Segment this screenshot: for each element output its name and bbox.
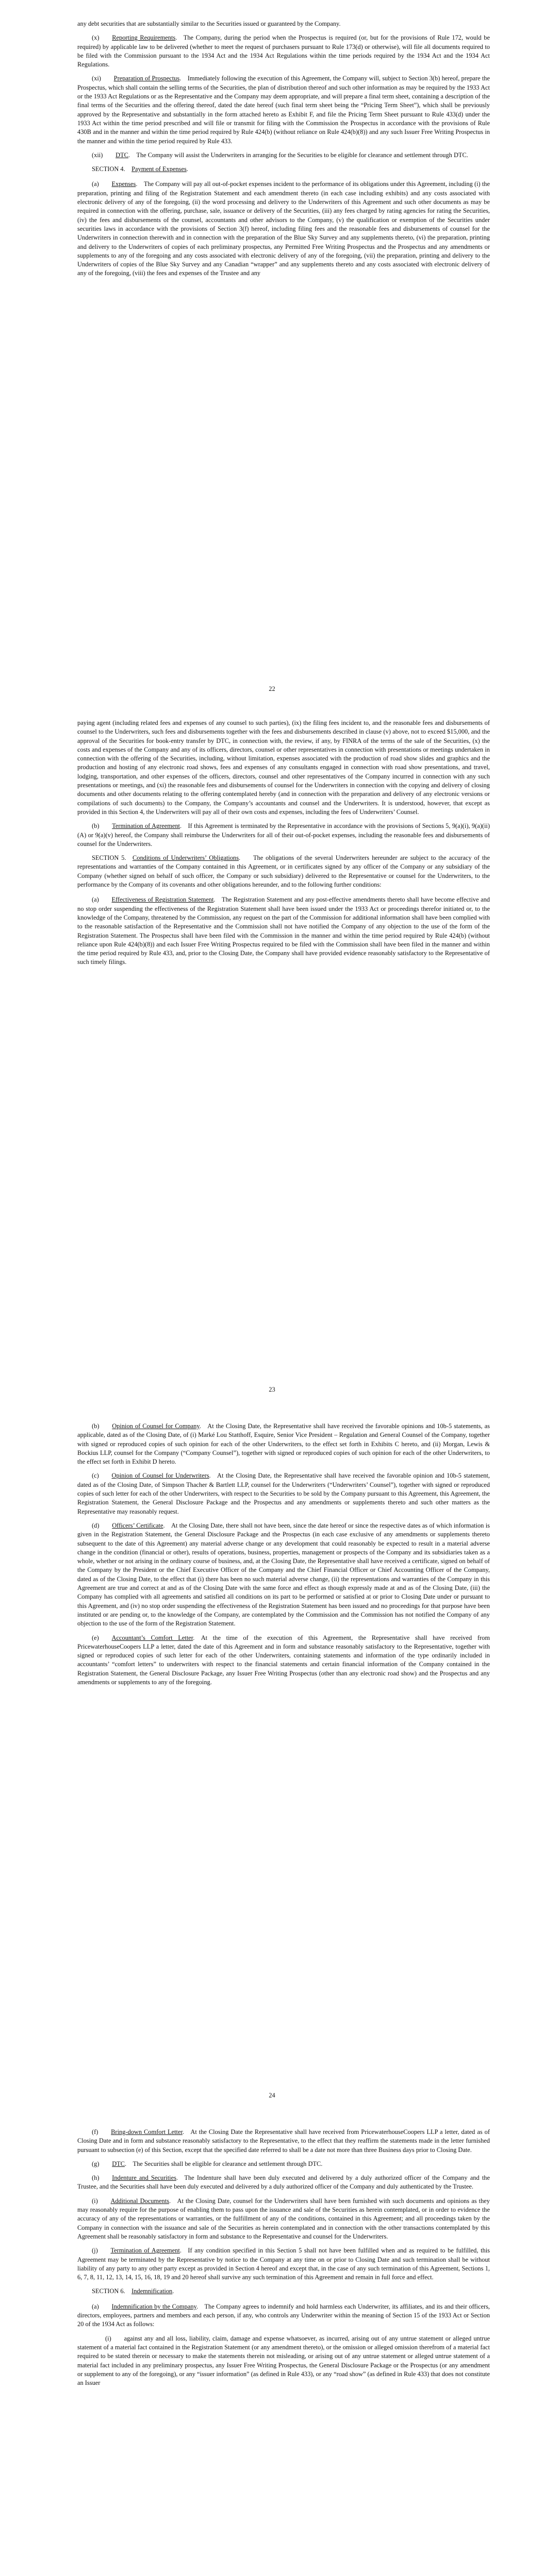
clause-paragraph: (c) Opinion of Counsel for Underwriters. At the Closing Date, the Representative shall have received the favorable opinion and 10b-5 statement, dated as of the Closing Date, of Simpson Thacher & Bartlett LLP, counsel for the Underwriters (“Underwriters’ Counsel”), together with signed or reproduced copies of such letter for each of the other Underwriters, with respect to the Securities to be sold by the Company pursuant to this Agreement, this Agreement, the Registration Statement, the General Disclosure Package and the Prospectus and any amendments or supplements thereto and such other matters as the Representative may reasonably request.: [77, 1472, 490, 1515]
section-text: The obligations of the several Underwriters hereunder are subject to the accuracy of the representations and warranties of the Company contained in this Agreement, or in certificates signed by any officer of the Company or any subsidiary of the Company (whether signed on behalf of such officer, the Company or such subsidiary) delivered to the Representative or counsel for the Underwriters, to the performance by the Company of its covenants and other obligations hereunder, and to the following further conditions:: [77, 854, 490, 889]
clause-number: (b): [92, 1422, 100, 1430]
page-number: 24: [269, 2092, 275, 2099]
clause-number: (i): [92, 2197, 98, 2205]
clause-title: DTC: [112, 2160, 125, 2167]
section-title: Indemnification: [131, 2287, 173, 2295]
clause-title: Bring-down Comfort Letter: [111, 2128, 183, 2136]
clause-text: At the Closing Date, the Representative shall have received the favorable opinion and 10b-5 statement, dated as of the Closing Date, of Simpson Thacher & Bartlett LLP, counsel for the Underwriters (“Underwriters’ Counsel”), together with signed or reproduced copies of such letter for each of the other Underwriters, with respect to the Securities to be sold by the Company pursuant to this Agreement, this Agreement, the Registration Statement, the General Disclosure Package and the Prospectus and any amendments or supplements thereto and such other matters as the Representative may reasonably request.: [77, 1472, 490, 1515]
clause-number: (a): [92, 180, 99, 188]
subclause-number: (i): [105, 2334, 111, 2342]
subclause-paragraph: [77, 2334, 490, 2388]
clause-paragraph: (xii) DTC. The Company will assist the Underwriters in arranging for the Securities to be eligible for clearance and settlement through DTC.: [92, 151, 468, 159]
clause-title: Opinion of Counsel for Underwriters: [111, 1472, 209, 1480]
clause-title: Termination of Agreement: [112, 822, 180, 830]
subclause-text: against any and all loss, liability, claim, damage and expense whatsoever, as incurred, arising out of any untrue statement or alleged untrue statement of a material fact contained in the Registration Statement (or any amendment thereto), or the omission or alleged omission therefrom of a material fact required to be stated therein or necessary to make the statements therein not misleading, or arising out of any untrue statement or alleged untrue statement of a material fact included in any preliminary prospectus, any Issuer Free Writing Prospectus, the General Disclosure Package or the Prospectus (or any amendment or supplement to any of the foregoing), or any “issuer information” (as defined in Rule 433), or any “road show” (as defined in Rule 433) that does not constitute an Issuer: [77, 2334, 490, 2387]
clause-paragraph: (b) Opinion of Counsel for Company. At the Closing Date, the Representative shall have received the favorable opinions and 10b-5 statements, as applicable, dated as of the Closing Date, of (i) Marké Lou Statthoff, Esquire, Senior Vice President – Regulation and General Counsel of the Company, together with signed or reproduced copies of such opinion for each of the other Underwriters, to the effect set forth in Exhibits C hereto, and (ii) Morgan, Lewis & Bockius LLP, counsel for the Company (“Company Counsel”), together with signed or reproduced copies of such opinion for each of the other Underwriters, to the effect set forth in Exhibit D hereto.: [77, 1422, 490, 1466]
clause-number: (h): [92, 2174, 100, 2182]
clause-number: (d): [92, 1521, 100, 1529]
clause-number: (a): [92, 896, 99, 904]
clause-number: (xii): [92, 151, 103, 159]
clause-paragraph: (d) Officers’ Certificate. At the Closing Date, there shall not have been, since the date hereof or since the respective dates as of which information is given in the Registration Statement, the General Disclosure Package and the Prospectus (in each case exclusive of any amendments or supplements thereto subsequent to the date of this Agreement) any material adverse change or any development that could reasonably be expected to result in a material adverse change in the condition (financial or other), results of operations, business, properties, management or prospects of the Company and its subsidiaries taken as a whole, whether or not arising in the ordinary course of business, and, at the Closing Date, the Representative shall have received a certificate, signed on behalf of the Company by the President or the Chief Executive Officer of the Company and the Chief Financial Officer or Chief Accounting Officer of the Company, dated as of the Closing Date, to the effect that (i) there has been no such material adverse change, (ii) the representations and warranties of the Company in this Agreement are true and correct at and as of the Closing Date with the same force and effect as though expressly made at and as of the Closing Date, (iii) the Company has complied with all agreements and satisfied all conditions on its part to be performed or satisfied at or prior to Closing Date under or pursuant to this Agreement, and (iv) no stop order suspending the effectiveness of the Registration Statement has been issued and no proceedings for that purpose have been instituted or are pending or, to the knowledge of the Company, are contemplated by the Commission and the Commission has not notified the Company of any objection to the use of the form of the Registration Statement.: [77, 1521, 490, 1628]
section-heading: SECTION 4. Payment of Expenses.: [92, 165, 188, 173]
clause-text: The Company, during the period when the Prospectus is required (or, but for the provisions of Rule 172, would be required) by applicable law to be delivered (whether to meet the request of purchasers pursuant to Rule 173(d) or otherwise), will file all documents required to be filed with the Commission pursuant to the 1934 Act and the 1934 Act Regulations within the time periods required by the 1934 Act and the 1934 Act Regulations.: [77, 34, 490, 69]
clause-paragraph: (f) Bring-down Comfort Letter. At the Closing Date the Representative shall have received from PricewaterhouseCoopers LLP a letter, dated as of Closing Date and in form and substance reasonably satisfactory to the Representative, to the effect that they reaffirm the statements made in the letter furnished pursuant to subsection (e) of this Section, except that the specified date referred to shall be a date not more than three Business days prior to Closing Date.: [77, 2128, 490, 2154]
clause-paragraph: (b) Termination of Agreement. If this Agreement is terminated by the Representative in accordance with the provisions of Sections 5, 9(a)(i), 9(a)(ii)(A) or 9(a)(v) hereof, the Company shall reimburse the Underwriters for all of their out-of-pocket expenses, including the reasonable fees and disbursements of counsel for the Underwriters.: [77, 822, 490, 848]
clause-text: The Securities shall be eligible for clearance and settlement through DTC.: [133, 2160, 323, 2167]
clause-text: At the Closing Date, the Representative shall have received the favorable opinions and 10b-5 statements, as applicable, dated as of the Closing Date, of (i) Marké Lou Statthoff, Esquire, Senior Vice President – Regulation and General Counsel of the Company, together with signed or reproduced copies of such opinion for each of the other Underwriters, to the effect set forth in Exhibits C hereto, and (ii) Morgan, Lewis & Bockius LLP, counsel for the Company (“Company Counsel”), together with signed or reproduced copies of such opinion for each of the other Underwriters, to the effect set forth in Exhibit D hereto.: [77, 1422, 490, 1466]
clause-text: Immediately following the execution of this Agreement, the Company will, subject to Section 3(b) hereof, prepare the Prospectus, which shall contain the selling terms of the Securities, the plan of distribution thereof and such other information as may be required by the 1933 Act or the 1933 Act Regulations or as the Representative and the Company may deem appropriate, and will prepare a final term sheet, containing a description of the final terms of the Securities and the offering thereof, dated the date hereof (such final term sheet being the “Pricing Term Sheet”), which shall be previously approved by the Representative and substantially in the form attached hereto as Exhibit F, and file the Pricing Term Sheet pursuant to Rule 433(d) under the 1933 Act within the time period prescribed and will file or transmit for filing with the Commission the Prospectus in accordance with the provisions of Rule 430B and in the manner and within the time period required by Rule 424(b) (without reliance on Rule 424(b)(8)) and any such Issuer Free Writing Prospectus in the manner and within the time period required by Rule 433.: [77, 75, 490, 145]
section-label: SECTION 6.: [92, 2287, 125, 2295]
clause-title: Preparation of Prospectus: [113, 75, 180, 82]
page-25-body: [77, 2128, 490, 2393]
clause-paragraph: (a) Indemnification by the Company. The Company agrees to indemnify and hold harmless each Underwriter, its affiliates, and its and their officers, directors, employees, partners and members and each person, if any, who controls any Underwriter within the meaning of Section 15 of the 1933 Act or Section 20 of the 1934 Act as follows:: [77, 2302, 490, 2328]
clause-title: Accountant’s Comfort Letter: [111, 1634, 193, 1641]
clause-paragraph: (a) Effectiveness of Registration Statement. The Registration Statement and any post-effective amendments thereto shall have become effective and no stop order suspending the effectiveness of the Registration Statement shall have been issued under the 1933 Act or proceedings therefor initiated or, to the knowledge of the Company, threatened by the Commission, any request on the part of the Commission for additional information shall have been complied with to the reasonable satisfaction of the Representative and the Commission shall not have notified the Company of any objection to the use of the form of the Registration Statement. The Prospectus shall have been filed with the Commission in the manner and within the time period required by Rule 424(b) (without reliance upon Rule 424(b)(8)) and each Issuer Free Writing Prospectus required to be filed with the Commission shall have been filed in the manner and within the time period required by Rule 433, and, prior to the Closing Date, the Company shall have provided evidence reasonably satisfactory to the Representative of such timely filings.: [77, 896, 490, 966]
clause-text: The Indenture shall have been duly executed and delivered by a duly authorized officer of the Company and the Trustee, and the Securities shall have been duly executed and delivered by a duly authorized officer of the Company and duly authenticated by the Trustee.: [77, 2174, 490, 2191]
clause-title: Indemnification by the Company: [111, 2302, 196, 2310]
page-24-body: [77, 1422, 490, 1692]
section-title: Conditions of Underwriters’ Obligations: [132, 854, 239, 862]
clause-number: (g): [92, 2160, 100, 2167]
clause-number: (f): [92, 2128, 98, 2136]
clause-number: (a): [92, 2302, 99, 2310]
clause-text: The Company will assist the Underwriters in arranging for the Securities to be eligible for clearance and settlement through DTC.: [136, 151, 468, 159]
clause-paragraph: (xi) Preparation of Prospectus. Immediately following the execution of this Agreement, the Company will, subject to Section 3(b) hereof, prepare the Prospectus, which shall contain the selling terms of the Securities, the plan of distribution thereof and such other information as may be required by the 1933 Act or the 1933 Act Regulations or as the Representative and the Company may deem appropriate, and will prepare a final term sheet, containing a description of the final terms of the Securities and the offering thereof, dated the date hereof (such final term sheet being the “Pricing Term Sheet”), which shall be previously approved by the Representative and substantially in the form attached hereto as Exhibit F, and file the Pricing Term Sheet pursuant to Rule 433(d) under the 1933 Act within the time period prescribed and will file or transmit for filing with the Commission the Prospectus in accordance with the provisions of Rule 430B and in the manner and within the time period required by Rule 424(b) (without reliance on Rule 424(b)(8)) and any such Issuer Free Writing Prospectus in the manner and within the time period required by Rule 433.: [77, 75, 490, 145]
clause-paragraph: (h) Indenture and Securities. The Indenture shall have been duly executed and delivered by a duly authorized officer of the Company and the Trustee, and the Securities shall have been duly executed and delivered by a duly authorized officer of the Company and duly authenticated by the Trustee.: [77, 2174, 490, 2191]
clause-text: At the time of the execution of this Agreement, the Representative shall have received from PricewaterhouseCoopers LLP a letter, dated the date of this Agreement and in form and substance reasonably satisfactory to the Representative, together with signed or reproduced copies of such letter for each of the other Underwriters, containing statements and information of the type ordinarily included in accountants’ “comfort letters” to underwriters with respect to the financial statements and certain financial information of the Company contained in the Registration Statement, the General Disclosure Package, any Issuer Free Writing Prospectus (other than any electronic road show) and the Prospectus and any amendments or supplements to any of the foregoing.: [77, 1634, 490, 1686]
section-label: SECTION 4.: [92, 165, 125, 173]
clause-paragraph: (e) Accountant’s Comfort Letter. At the time of the execution of this Agreement, the Representative shall have received from PricewaterhouseCoopers LLP a letter, dated the date of this Agreement and in form and substance reasonably satisfactory to the Representative, together with signed or reproduced copies of such letter for each of the other Underwriters, containing statements and information of the type ordinarily included in accountants’ “comfort letters” to underwriters with respect to the financial statements and certain financial information of the Company contained in the Registration Statement, the General Disclosure Package, any Issuer Free Writing Prospectus (other than any electronic road show) and the Prospectus and any amendments or supplements to any of the foregoing.: [77, 1634, 490, 1686]
clause-paragraph: (x) Reporting Requirements. The Company, during the period when the Prospectus is required (or, but for the provisions of Rule 172, would be required) by applicable law to be delivered (whether to meet the request of purchasers pursuant to Rule 173(d) or otherwise), will file all documents required to be filed with the Commission pursuant to the 1934 Act and the 1934 Act Regulations within the time periods required by the 1934 Act and the 1934 Act Regulations.: [77, 34, 490, 69]
page-number: 23: [269, 1386, 275, 1393]
clause-number: (c): [92, 1472, 99, 1480]
page-number: 22: [269, 685, 275, 692]
clause-title: Indenture and Securities: [112, 2174, 176, 2182]
page-22-body: [77, 20, 490, 283]
clause-paragraph: (j) Termination of Agreement. If any condition specified in this Section 5 shall not have been fulfilled when and as required to be fulfilled, this Agreement may be terminated by the Representative by notice to the Company at any time on or prior to Closing Date and such termination shall be without liability of any party to any other party except as provided in Section 4 hereof and except that, in the case of any such termination of this Agreement, Sections 1, 6, 7, 8, 11, 12, 13, 14, 15, 16, 18, 19 and 20 hereof shall survive any such termination of this Agreement and remain in full force and effect.: [77, 2247, 490, 2281]
clause-text: The Company agrees to indemnify and hold harmless each Underwriter, its affiliates, and its and their officers, directors, employees, partners and members and each person, if any, who controls any Underwriter within the meaning of Section 15 of the 1933 Act or Section 20 of the 1934 Act as follows:: [77, 2302, 490, 2328]
section-heading: SECTION 5. Conditions of Underwriters’ Obligations. The obligations of the several Underwriters hereunder are subject to the accuracy of the representations and warranties of the Company contained in this Agreement, or in certificates signed by any officer of the Company or any subsidiary of the Company (whether signed on behalf of such officer, the Company or such subsidiary) delivered to the Representative or counsel for the Underwriters, to the performance by the Company of its covenants and other obligations hereunder, and to the following further conditions:: [77, 854, 490, 889]
page-23-body: [77, 719, 490, 972]
clause-text: The Company will pay all out-of-pocket expenses incident to the performance of its obligations under this Agreement, including (i) the preparation, printing and filing of the Registration Statement and each amendment thereto (in each case including exhibits) and any costs associated with electronic delivery of any of the foregoing, (ii) the word processing and delivery to the Underwriters of this Agreement and such other documents as may be required in connection with the offering, purchase, sale, issuance or delivery of the Securities, (iii) any fees charged by rating agencies for rating the Securities, (iv) the fees and disbursements of the counsel, accountants and other advisors to the Company, (v) the qualification or exemption of the Securities under securities laws in accordance with the provisions of Section 3(f) hereof, including filing fees and the reasonable fees and disbursements of counsel for the Underwriters in connection therewith and in connection with the preparation of the Blue Sky Survey and any supplements thereto, (vi) the preparation, printing and delivery to the Underwriters of copies of each preliminary prospectus, any Permitted Free Writing Prospectus and the Prospectus and any amendments or supplements to any of the foregoing and any costs associated with electronic delivery of any of the foregoing, (vii) the preparation, printing and delivery to the Underwriters of copies of the Blue Sky Survey and any Canadian “wrapper” and any supplements thereto and any costs associated with electronic delivery of any of the foregoing, (viii) the fees and expenses of the Trustee and any: [77, 180, 490, 277]
clause-text: At the Closing Date the Representative shall have received from PricewaterhouseCoopers LLP a letter, dated as of Closing Date and in form and substance reasonably satisfactory to the Representative, to the effect that they reaffirm the statements made in the letter furnished pursuant to subsection (e) of this Section, except that the specified date referred to shall be a date not more than three Business days prior to Closing Date.: [77, 2128, 490, 2154]
clause-text: If this Agreement is terminated by the Representative in accordance with the provisions of Sections 5, 9(a)(i), 9(a)(ii)(A) or 9(a)(v) hereof, the Company shall reimburse the Underwriters for all of their out-of-pocket expenses, including the reasonable fees and disbursements of counsel for the Underwriters.: [77, 822, 490, 848]
clause-number: (x): [92, 34, 100, 42]
paragraph: paying agent (including related fees and expenses of any counsel to such parties), (ix) the filing fees incident to, and the reasonable fees and disbursements of counsel to the Underwriters, such fees and disbursements together with the fees and disbursements described in clause (v) above, not to exceed $15,000, and the approval of the Securities for book-entry transfer by DTC, in connection with, the review, if any, by FINRA of the terms of the sale of the Securities, (x) the costs and expenses of the Company and any of its officers, directors, counsel or other representatives in connection with presentations or meetings undertaken in connection with the offering of the Securities, including, without limitation, expenses associated with the production of road show slides and graphics and the production and hosting of any electronic road shows, fees and expenses of any consultants engaged in connection with road show presentations, and travel, lodging, transportation, and other expenses of the officers, directors, counsel and other representatives of the Company incurred in connection with any such presentations or meetings, and (xi) the reasonable fees and disbursements of counsel for the Underwriters in connection with the copying and delivery of closing documents and other documents relating to the offering contemplated hereby (and in connection with the preparation and delivery of any electronic versions or compilations of such documents) to the Company, the Company’s accountants and counsel and the Underwriters. It is understood, however, that except as provided in this Section 4, the Underwriters will pay all of their own costs and expenses, including the fees of Underwriters’ Counsel.: [77, 719, 490, 816]
clause-title: Additional Documents: [110, 2197, 170, 2205]
clause-title: Termination of Agreement: [110, 2247, 180, 2255]
clause-number: (e): [92, 1634, 99, 1641]
clause-title: Reporting Requirements: [112, 34, 176, 42]
section-heading: SECTION 6. Indemnification.: [92, 2287, 174, 2295]
clause-title: DTC: [116, 151, 128, 159]
clause-title: Officers’ Certificate: [112, 1521, 163, 1529]
paragraph: any debt securities that are substantially similar to the Securities issued or guaranteed by the Company.: [77, 20, 341, 27]
clause-paragraph: (g) DTC. The Securities shall be eligible for clearance and settlement through DTC.: [92, 2160, 323, 2167]
clause-text: At the Closing Date, counsel for the Underwriters shall have been furnished with such documents and opinions as they may reasonably require for the purpose of enabling them to pass upon the issuance and sale of the Securities as herein contemplated, or in order to evidence the accuracy of any of the representations or warranties, or the fulfillment of any of the conditions, contained in this Agreement; and all proceedings taken by the Company in connection with the issuance and sale of the Securities as herein contemplated and in connection with the other transactions contemplated by this Agreement shall be reasonably satisfactory in form and substance to the Representative and counsel for the Underwriters.: [77, 2197, 490, 2240]
clause-text: If any condition specified in this Section 5 shall not have been fulfilled when and as required to be fulfilled, this Agreement may be terminated by the Representative by notice to the Company at any time on or prior to Closing Date and such termination shall be without liability of any party to any other party except as provided in Section 4 hereof and except that, in the case of any such termination of this Agreement, Sections 1, 6, 7, 8, 11, 12, 13, 14, 15, 16, 18, 19 and 20 hereof shall survive any such termination of this Agreement and remain in full force and effect.: [77, 2247, 490, 2281]
clause-title: Opinion of Counsel for Company: [112, 1422, 200, 1430]
section-label: SECTION 5.: [92, 854, 126, 862]
clause-number: (xi): [92, 75, 101, 82]
clause-number: (b): [92, 822, 100, 830]
clause-text: The Registration Statement and any post-effective amendments thereto shall have become effective and no stop order suspending the effectiveness of the Registration Statement shall have been issued under the 1933 Act or proceedings therefor initiated or, to the knowledge of the Company, threatened by the Commission, any request on the part of the Commission for additional information shall have been complied with to the reasonable satisfaction of the Representative and the Commission shall not have notified the Company of any objection to the use of the form of the Registration Statement. The Prospectus shall have been filed with the Commission in the manner and within the time period required by Rule 424(b) (without reliance upon Rule 424(b)(8)) and each Issuer Free Writing Prospectus required to be filed with the Commission shall have been filed in the manner and within the time period required by Rule 433, and, prior to the Closing Date, the Company shall have provided evidence reasonably satisfactory to the Representative of such timely filings.: [77, 896, 490, 966]
clause-paragraph: (a) Expenses. The Company will pay all out-of-pocket expenses incident to the performance of its obligations under this Agreement, including (i) the preparation, printing and filing of the Registration Statement and each amendment thereto (in each case including exhibits) and any costs associated with electronic delivery of any of the foregoing, (ii) the word processing and delivery to the Underwriters of this Agreement and such other documents as may be required in connection with the offering, purchase, sale, issuance or delivery of the Securities, (iii) any fees charged by rating agencies for rating the Securities, (iv) the fees and disbursements of the counsel, accountants and other advisors to the Company, (v) the qualification or exemption of the Securities under securities laws in accordance with the provisions of Section 3(f) hereof, including filing fees and the reasonable fees and disbursements of counsel for the Underwriters in connection therewith and in connection with the preparation of the Blue Sky Survey and any supplements thereto, (vi) the preparation, printing and delivery to the Underwriters of copies of each preliminary prospectus, any Permitted Free Writing Prospectus and the Prospectus and any amendments or supplements to any of the foregoing and any costs associated with electronic delivery of any of the foregoing, (vii) the preparation, printing and delivery to the Underwriters of copies of the Blue Sky Survey and any Canadian “wrapper” and any supplements thereto and any costs associated with electronic delivery of any of the foregoing, (viii) the fees and expenses of the Trustee and any: [77, 180, 490, 277]
section-title: Payment of Expenses: [131, 165, 187, 173]
clause-number: (j): [92, 2247, 98, 2255]
clause-title: Expenses: [111, 180, 136, 188]
clause-paragraph: (i) Additional Documents. At the Closing Date, counsel for the Underwriters shall have been furnished with such documents and opinions as they may reasonably require for the purpose of enabling them to pass upon the issuance and sale of the Securities as herein contemplated, or in order to evidence the accuracy of any of the representations or warranties, or the fulfillment of any of the conditions, contained in this Agreement; and all proceedings taken by the Company in connection with the issuance and sale of the Securities as herein contemplated and in connection with the other transactions contemplated by this Agreement shall be reasonably satisfactory in form and substance to the Representative and counsel for the Underwriters.: [77, 2197, 490, 2240]
clause-text: At the Closing Date, there shall not have been, since the date hereof or since the respective dates as of which information is given in the Registration Statement, the General Disclosure Package and the Prospectus (in each case exclusive of any amendments or supplements thereto subsequent to the date of this Agreement) any material adverse change or any development that could reasonably be expected to result in a material adverse change in the condition (financial or other), results of operations, business, properties, management or prospects of the Company and its subsidiaries taken as a whole, whether or not arising in the ordinary course of business, and, at the Closing Date, the Representative shall have received a certificate, signed on behalf of the Company by the President or the Chief Executive Officer of the Company and the Chief Financial Officer or Chief Accounting Officer of the Company, dated as of the Closing Date, to the effect that (i) there has been no such material adverse change, (ii) the representations and warranties of the Company in this Agreement are true and correct at and as of the Closing Date with the same force and effect as though expressly made at and as of the Closing Date, (iii) the Company has complied with all agreements and satisfied all conditions on its part to be performed or satisfied at or prior to Closing Date under or pursuant to this Agreement, and (iv) no stop order suspending the effectiveness of the Registration Statement has been issued and no proceedings for that purpose have been instituted or are pending or, to the knowledge of the Company, are contemplated by the Commission and the Commission has not notified the Company of any objection to the use of the form of the Registration Statement.: [77, 1521, 490, 1628]
clause-title: Effectiveness of Registration Statement: [111, 896, 214, 904]
